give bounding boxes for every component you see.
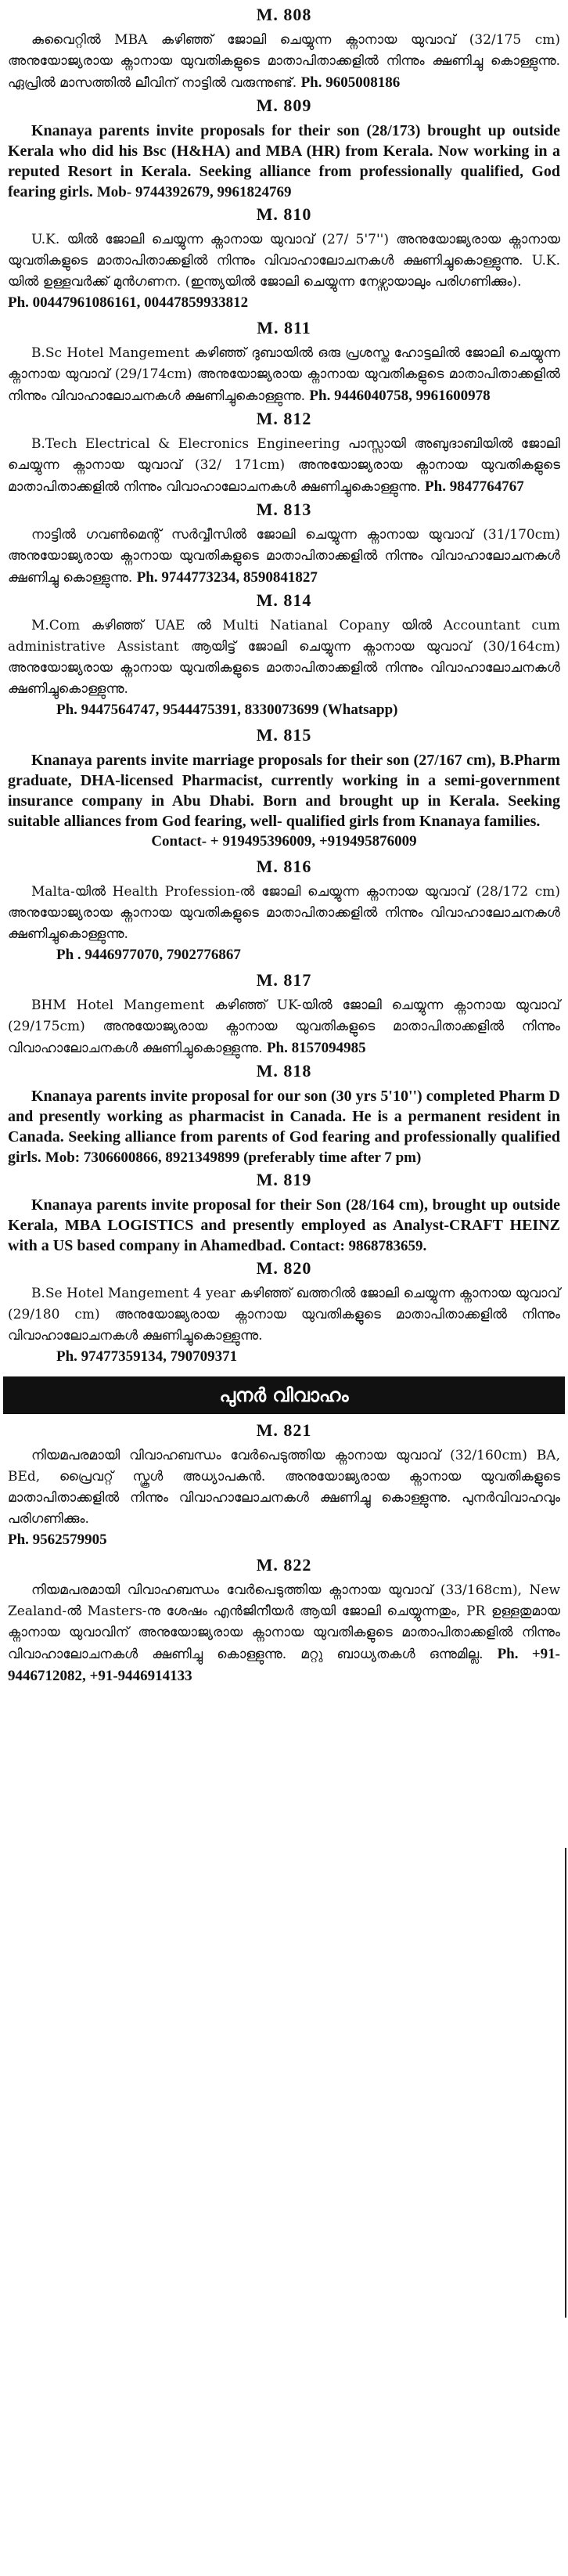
listing-entry [8, 725, 560, 852]
listing-number: M. 816 [256, 857, 312, 876]
listing-description: M.Com കഴിഞ്ഞ് UAE ൽ Multi Natianal Copany യിൽ Accountant cum administrative Assistant ആയിട്ട് ജോലി ചെയ്യുന്ന ക്നാനായ യുവാവ് (30/164cm) അനുയോജ്യരായ ക്നാനായ യുവതികളുടെ മാതാപിതാക്കളിൽ നിന്നും വിവാഹാലോചനകൾ ക്ഷണിച്ചുകൊള്ളുന്നു. [8, 618, 560, 697]
listing-contact: Ph. 9847764767 [425, 478, 524, 495]
listing-description: U.K. യിൽ ജോലി ചെയ്യുന്ന ക്നാനായ യുവാവ് (27/ 5'7'') അനുയോജ്യരായ ക്നാനായ യുവതികളുടെ മാതാപിതാക്കളിൽ നിന്നും വിവാഹാലോചനകൾ ക്ഷണിച്ചുകൊള്ളുന്നു. U.K. യിൽ ഉള്ളവർക്ക് മുൻഗണന. (ഇന്ത്യയിൽ ജോലി ചെയ്യുന്ന നേഴ്സായാലും പരിഗണിക്കും). [8, 232, 560, 290]
listing-entry [8, 1420, 560, 1550]
listing-contact: Ph. 9446040758, 9961600978 [309, 388, 491, 404]
listing-contact-line: Ph. 9562579905 [8, 1532, 107, 1548]
listing-contact-line: Ph. 9447564747, 9544475391, 8330073699 (Whatsapp) [56, 702, 398, 718]
listing-text [8, 750, 560, 832]
listing-contact: Ph. 9605008186 [300, 74, 401, 91]
listing-number: M. 815 [256, 725, 312, 745]
listing-entry [8, 970, 560, 1059]
listing-entry [8, 857, 560, 965]
listing-contact-line: Ph. 97477359134, 790709371 [56, 1348, 238, 1365]
listing-number: M. 809 [256, 96, 312, 115]
listing-number: M. 821 [256, 1420, 312, 1440]
listing-text [8, 525, 560, 589]
listing-text [8, 121, 560, 203]
listing-contact: Ph. 9744773234, 8590841827 [136, 569, 318, 586]
listing-entry [8, 409, 560, 498]
listing-group-main [8, 5, 560, 1367]
listing-contact: Contact: 9868783659. [289, 1238, 427, 1254]
listing-text [8, 995, 560, 1059]
listing-number: M. 819 [256, 1170, 312, 1189]
listing-description: കുവൈറ്റിൽ MBA കഴിഞ്ഞ് ജോലി ചെയ്യുന്ന ക്നാനായ യുവാവ് (32/175 cm) അനുയോജ്യരായ ക്നാനായ യുവതികളുടെ മാതാപിതാക്കളിൽ നിന്നും ക്ഷണിച്ചു കൊള്ളുന്നു. ഏപ്രിൽ മാസത്തിൽ ലീവിന് നാട്ടിൽ വരുന്നുണ്ട്. [8, 32, 560, 91]
listing-contact: Ph. +91-9446712082, +91-9446914133 [8, 1646, 561, 1684]
listing-entry [8, 590, 560, 720]
listing-entry [8, 1061, 560, 1168]
listing-group-remarriage [8, 1420, 560, 1687]
listing-number: M. 810 [256, 204, 312, 224]
listing-contact: Ph. 8157094985 [266, 1040, 366, 1056]
listing-text [8, 1195, 560, 1257]
listing-text [8, 343, 560, 407]
listing-entry [8, 5, 560, 94]
listing-contact-line: Contact- + 919495396009, +919495876009 [151, 833, 417, 850]
listing-text [8, 615, 560, 700]
listing-description: നിയമപരമായി വിവാഹബന്ധം വേർപെടുത്തിയ ക്നാനായ യുവാവ് (32/160cm) BA, BEd, പ്രൈവറ്റ് സ്കൂൾ അധ്യാപകൻ. അനുയോജ്യരായ ക്നാനായ യുവതികളുടെ മാതാപിതാക്കളിൽ നിന്നും വിവാഹാലോചനകൾ ക്ഷണിച്ചു കൊള്ളുന്നു. പുനർവിവാഹവും പരിഗണിക്കും. [8, 1448, 560, 1527]
listing-number: M. 818 [256, 1061, 312, 1081]
listing-text [8, 1086, 560, 1168]
listing-text [8, 1580, 560, 1687]
listing-description: Knanaya parents invite proposal for our son (30 yrs 5'10'') completed Pharm D and presently working as pharmacist in Canada. He is a permanent resident in Canada. Seeking alliance from parents of God fearing and professionally qualified girls. [8, 1088, 560, 1166]
listing-entry [8, 1258, 560, 1367]
listing-description: Knanaya parents invite proposal for their Son (28/164 cm), brought up outside Kerala, MBA LOGISTICS and presently employed as Analyst-CRAFT HEINZ with a US based company in Ahamedbad. [8, 1196, 560, 1254]
listing-number: M. 811 [257, 318, 311, 337]
listing-text [8, 1445, 560, 1530]
listing-entry [8, 96, 560, 203]
listing-description: BHM Hotel Mangement കഴിഞ്ഞ് UK-യിൽ ജോലി ചെയ്യുന്ന ക്നാനായ യുവാവ് (29/175cm) അനുയോജ്യരായ ക്നാനായ യുവതികളുടെ മാതാപിതാക്കളിൽ നിന്നും വിവാഹാലോചനകൾ ക്ഷണിച്ചുകൊള്ളുന്നു. [8, 998, 560, 1056]
listing-text [8, 30, 560, 94]
listing-contact-line: Ph . 9446977070, 7902776867 [56, 947, 241, 963]
listing-description: Knanaya parents invite marriage proposals for their son (27/167 cm), B.Pharm graduate, DHA-licensed Pharmacist, currently working in a semi-government insurance company in Abu Dhabi. Born and brought up in Kerala. Seeking suitable alliances from God fearing, well- qualified girls from Knanaya families. [8, 752, 560, 830]
listing-entry [8, 204, 560, 313]
listing-entry [8, 1170, 560, 1257]
listing-number: M. 814 [256, 590, 312, 610]
listing-number: M. 813 [256, 500, 312, 519]
listing-description: B.Se Hotel Mangement 4 year കഴിഞ്ഞ് ഖത്തറിൽ ജോലി ചെയ്യുന്ന ക്നാനായ യുവാവ് (29/180 cm) അനുയോജ്യരായ ക്നാനായ യുവതികളുടെ മാതാപിതാക്കളിൽ നിന്നും വിവാഹാലോചനകൾ ക്ഷണിച്ചുകൊള്ളുന്നു. [8, 1286, 560, 1344]
listing-number: M. 822 [256, 1555, 312, 1575]
listing-text [8, 434, 560, 498]
listing-entry [8, 1555, 560, 1687]
listing-description: B.Sc Hotel Mangement കഴിഞ്ഞ് ദുബായിൽ ഒരു പ്രശസ്ത ഹോട്ടലിൽ ജോലി ചെയ്യുന്ന ക്നാനായ യുവാവ് (29/174cm) അനുയോജ്യരായ ക്നാനായ യുവതികളുടെ മാതാപിതാക്കളിൽ നിന്നും വിവാഹാലോചനകൾ ക്ഷണിച്ചുകൊള്ളുന്നു. [8, 345, 560, 404]
listing-description: നിയമപരമായി വിവാഹബന്ധം വേർപെടുത്തിയ ക്നാനായ യുവാവ് (33/168cm), New Zealand-ൽ Masters-നു ശേഷം എൻജിനീയർ ആയി ജോലി ചെയ്യുന്നതും, PR ഉള്ളതുമായ ക്നാനായ യുവാവിന് അനുയോജ്യരായ ക്നാനായ യുവതികളുടെ മാതാപിതാക്കളിൽ നിന്നും വിവാഹാലോചനകൾ ക്ഷണിച്ചു കൊള്ളുന്നു. മറ്റു ബാധ്യതകൾ ഒന്നുമില്ല. [8, 1582, 560, 1662]
listing-contact: Mob- 9744392679, 9961824769 [96, 184, 292, 200]
listing-entry [8, 500, 560, 589]
listing-number: M. 812 [256, 409, 312, 428]
listing-number: M. 817 [256, 970, 312, 990]
listing-description: Malta-യിൽ Health Profession-ൽ ജോലി ചെയ്യുന്ന ക്നാനായ യുവാവ് (28/172 cm) അനുയോജ്യരായ ക്നാനായ യുവതികളുടെ മാതാപിതാക്കളിൽ നിന്നും വിവാഹാലോചനകൾ ക്ഷണിച്ചുകൊള്ളുന്നു. [8, 884, 560, 942]
listing-entry [8, 318, 560, 407]
listing-description: B.Tech Electrical & Elecronics Engineering പാസ്സായി അബുദാബിയിൽ ജോലി ചെയ്യുന്ന ക്നാനായ യുവാവ് (32/ 171cm) അനുയോജ്യരായ ക്നാനായ യുവതികളുടെ മാതാപിതാക്കളിൽ നിന്നും വിവാഹാലോചനകൾ ക്ഷണിച്ചുകൊള്ളുന്നു. [8, 436, 560, 495]
listing-description: Knanaya parents invite proposals for their son (28/173) brought up outside Kerala who did his Bsc (H&HA) and MBA (HR) from Kerala. Now working in a reputed Resort in Kerala. Seeking alliance from professionally qualified, God fearing girls. [8, 122, 560, 200]
listing-contact: Mob: 7306600866, 8921349899 (preferably time after 7 pm) [45, 1149, 422, 1166]
listing-contact-line: Ph. 00447961086161, 00447859933812 [8, 294, 249, 311]
listing-text [8, 229, 560, 293]
listing-number: M. 820 [256, 1258, 312, 1278]
listing-text [8, 882, 560, 945]
listing-text [8, 1283, 560, 1347]
listing-description: നാട്ടിൽ ഗവൺമെന്റ് സർവ്വീസിൽ ജോലി ചെയ്യുന്ന ക്നാനായ യുവാവ് (31/170cm) അനുയോജ്യരായ ക്നാനായ യുവതികളുടെ മാതാപിതാക്കളിൽ നിന്നും വിവാഹാലോചനകൾ ക്ഷണിച്ചു കൊള്ളുന്നു. [8, 527, 560, 586]
section-heading-remarriage: പുനർ വിവാഹം [3, 1376, 565, 1414]
listing-number: M. 808 [256, 5, 312, 24]
column-rule [565, 1848, 566, 2318]
